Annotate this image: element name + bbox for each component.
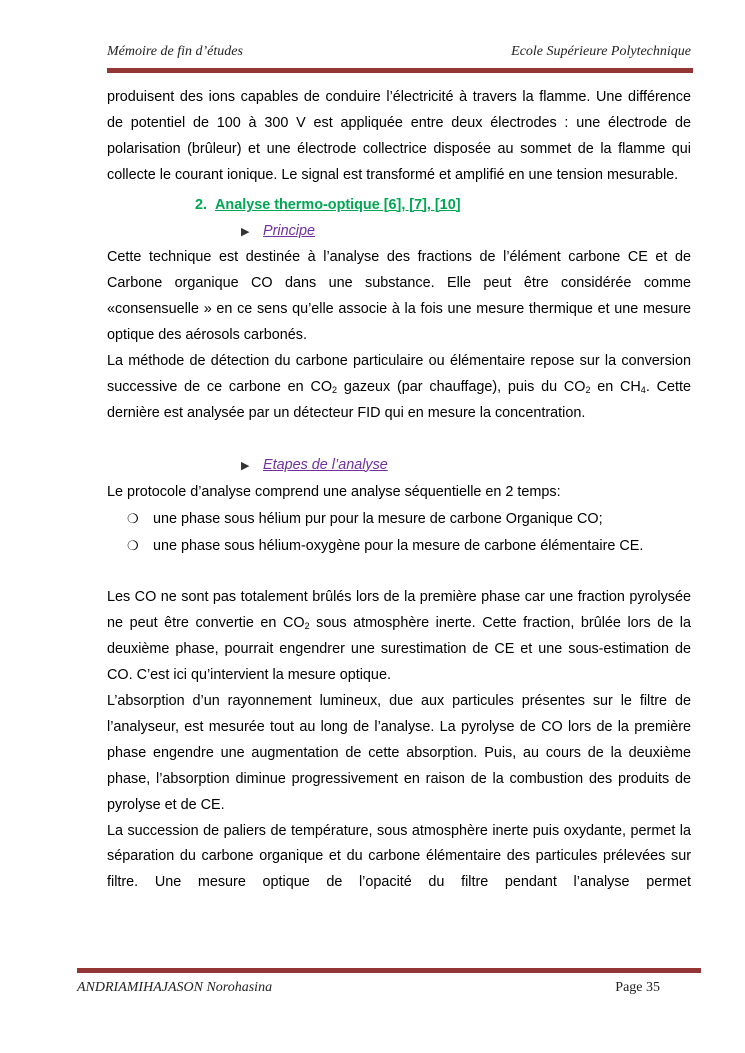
paragraph-4: L’absorption d’un rayonnement lumineux, due aux particules présentes sur le filtre de l’analyseur, est mesurée tout au long de l’analyse. La pyrolyse de CO lors de la première phase engendre une augmentation de cette absorption. Puis, au cours de la deuxième phase, l’absorption diminue progressivement en raison de la combustion des produits de pyrolyse et de CE. — [107, 693, 691, 813]
co2-subscript: 2 — [585, 384, 591, 395]
list-item — [107, 506, 691, 533]
principe-paragraph-1: Cette technique est destinée à l’analyse des fractions de l’élément carbone CE et de Carbone organique CO dans une substance. Elle peut être considérée comme «consensuelle » en ce sens qu’elle associe à la fois une mesure thermique et une mesure optique des aérosols carbonés. — [107, 249, 691, 344]
intro-paragraph: produisent des ions capables de conduire l’électricité à travers la flamme. Une différence de potentiel de 100 à 300 V est appliquée entre deux électrodes : une électrode de polarisation (brûleur) et une électrode collectrice disposée au sommet de la flamme qui collecte le courant ionique. Le signal est transformé et amplifié en une tension mesurable. — [107, 89, 691, 183]
list-item-text: une phase sous hélium-oxygène pour la mesure de carbone élémentaire CE. — [153, 537, 644, 554]
arrow-bullet-icon: ▶ — [241, 459, 250, 472]
section-number: 2. — [195, 196, 208, 213]
list-item-text: une phase sous hélium pur pour la mesure de carbone Organique CO; — [153, 510, 603, 527]
circle-bullet-icon: ❍ — [127, 510, 139, 526]
principe-p2-part-d: . Cette dernière est analysée par un détecteur FID qui en mesure la concentration. — [107, 378, 691, 421]
list-item — [107, 533, 691, 560]
circle-bullet-icon: ❍ — [127, 537, 139, 553]
principe-p2-part-a: La méthode de détection du carbone particulaire ou élémentaire repose sur la conversion successive de ce carbone en CO — [107, 353, 691, 395]
p3-part-a: Les CO ne sont pas totalement brûlés lors de la première phase car une fraction pyrolysée ne peut être convertie en CO — [107, 589, 691, 632]
ch4-subscript: 4 — [640, 384, 646, 395]
principe-p2-part-b: gazeux (par chauffage), puis du CO — [337, 378, 586, 395]
footer-author: ANDRIAMIHAJASON Norohasina — [77, 980, 273, 995]
principe-label: Principe — [263, 222, 315, 239]
section-title: Analyse thermo-optique [6], [7], [10] — [215, 196, 461, 213]
principe-subheading — [107, 219, 691, 246]
header-right-title: Ecole Supérieure Polytechnique — [511, 44, 691, 59]
etapes-subheading — [107, 453, 691, 480]
page-body — [107, 85, 691, 896]
arrow-bullet-icon: ▶ — [241, 225, 250, 238]
page-number: Page 35 — [615, 980, 660, 995]
header-divider — [107, 68, 693, 73]
principe-paragraph-2 — [107, 349, 691, 427]
principe-p2-part-c: en CH — [590, 378, 641, 395]
paragraph-5: La succession de paliers de température, sous atmosphère inerte puis oxydante, permet la séparation du carbone organique et du carbone élémentaire des particules prélevées sur filtre. Une mesure optique de l’opacité du filtre pendant l’analyse permet — [107, 822, 691, 891]
co2-subscript: 2 — [332, 384, 338, 395]
header-left-title: Mémoire de fin d’études — [107, 44, 243, 59]
p3-part-b: sous atmosphère inerte. Cette fraction, brûlée lors de la deuxième phase, pourrait engendrer une surestimation de CE et une sous-estimation de CO. C’est ici qu’intervient la mesure optique. — [107, 615, 691, 684]
footer-divider — [77, 968, 701, 973]
etapes-label: Etapes de l’analyse — [263, 456, 388, 473]
section-heading — [107, 193, 691, 219]
paragraph-3 — [107, 585, 691, 689]
co2-subscript: 2 — [304, 621, 310, 632]
etapes-intro: Le protocole d’analyse comprend une analyse séquentielle en 2 temps: — [107, 483, 561, 500]
